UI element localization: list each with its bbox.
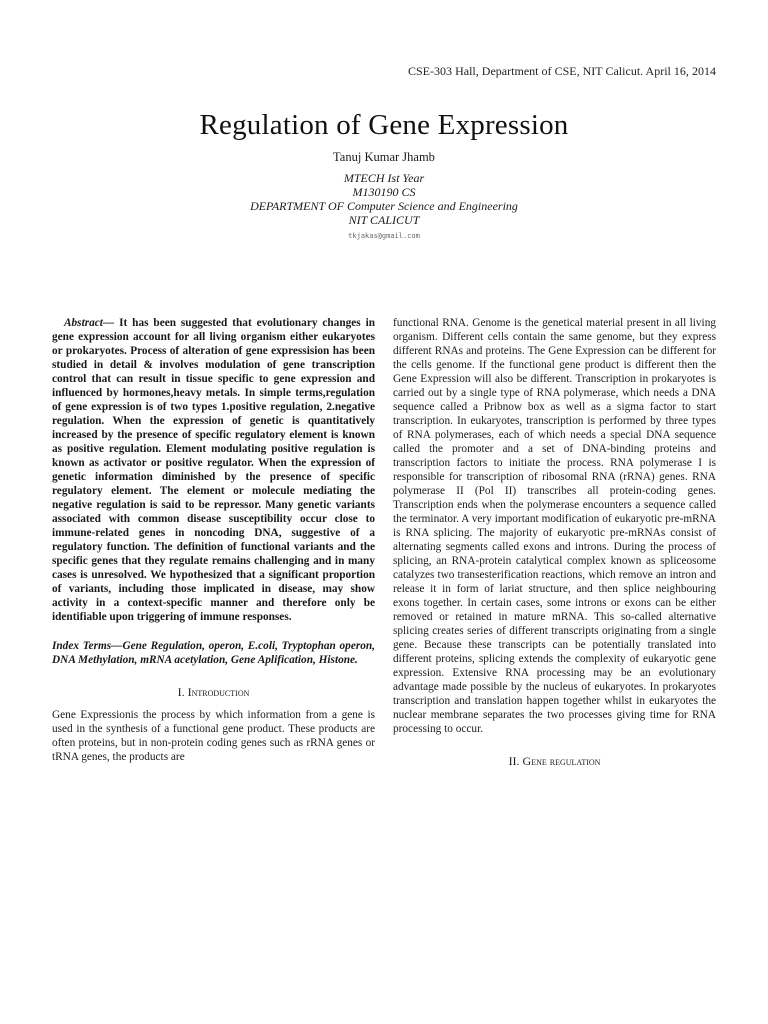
index-terms: Index Terms—Gene Regulation, operon, E.coli, Tryptophan operon, DNA Methylation, mRNA acetylation, Gene Aplification, Histone. bbox=[52, 640, 375, 666]
affiliation-institute: NIT CALICUT bbox=[348, 213, 420, 227]
paper-title: Regulation of Gene Expression bbox=[199, 109, 569, 141]
author-name: Tanuj Kumar Jhamb bbox=[333, 150, 435, 164]
conference-header: CSE-303 Hall, Department of CSE, NIT Calicut. April 16, 2014 bbox=[407, 64, 716, 78]
right-column bbox=[393, 316, 716, 777]
author-affiliation bbox=[0, 171, 768, 227]
introduction-text: Gene Expressionis the process by which information from a gene is used in the synthesis of a functional gene product. These products are often proteins, but in non-protein coding genes such as rRNA genes or tRNA genes, the products are bbox=[52, 709, 375, 763]
abstract bbox=[52, 316, 375, 624]
introduction-continued-text: functional RNA. Genome is the genetical material present in all living organism. Different cells contain the same genome, but they express different RNAs and proteins. The Gene Expression can be different for the cells genome. If the functional gene product is different then the Gene Expression will also be different. Transcription in prokaryotes is carried out by a single type of RNA polymerase, which needs a DNA sequence called a Pribnow box as well as a sigma factor to start transcription. In eukaryotes, transcription is performed by three types of RNA polymerases, each of which needs a special DNA sequence called the promoter and a set of DNA-binding proteins and transcription factors to initiate the process. RNA polymerase I is responsible for transcription of ribosomal RNA (rRNA) genes. RNA polymerase II (Pol II) transcribes all protein-coding genes. Transcription ends when the polymerase encounters a sequence called the terminator. A very important modification of eukaryotic pre-mRNA is RNA splicing. The majority of eukaryotic pre-mRNAs consist of alternating segments called exons and introns. During the process of splicing, an RNA-protein catalytical complex known as spliceosome catalyzes two transesterification reactions, which remove an intron and release it in form of lariat structure, and then splice neighbouring exons together. In certain cases, some introns or exons can be either removed or retained in mature mRNA. This so-called alternative splicing creates series of different transcripts originating from a single gene. Because these transcripts can be potentially translated into different proteins, splicing extends the complexity of eukaryotic gene expression. Extensive RNA processing may be an evolutionary advantage made possible by the nucleus of eukaryotes. In prokaryotes transcription and translation happen together whilst in eukaryotes the nuclear membrane separates the two processes giving time for RNA processing to occur. bbox=[393, 317, 716, 735]
section-heading-gene-regulation: II. Gene regulation bbox=[508, 754, 601, 768]
author-email: tkjakas@gmail.com bbox=[348, 232, 420, 240]
affiliation-program: MTECH Ist Year bbox=[343, 171, 425, 185]
abstract-label: Abstract— bbox=[64, 317, 115, 329]
section-heading-introduction: I. Introduction bbox=[177, 685, 250, 699]
affiliation-id: M130190 CS bbox=[352, 185, 416, 199]
abstract-text: It has been suggested that evolutionary changes in gene expression account for all living organism either eukaryotes or prokaryotes. Process of alteration of gene expressision has been studied in detail & involves modulation of gene transcription control that can result in tissue specific to gene expression and influenced by hormones,heavy metals. In simple terms,regulation of gene expression is of two types 1.positive regulation, 2.negative regulation. When the expression of genetic is quantitatively increased by the presence of specific regulatory element is known as positive regulation. Element modulating positive regulation is known as activator or positive regulator. When the expression of genetic information diminished by the presence of specific regulatory element. The element or molecule mediating the negative regulation is said to be repressor. Many genetic variants associated with common disease susceptibility occur close to immune-related genes in noncoding DNA, suggestive of a regulatory function. The definition of functional variants and the specific genes that they regulate remains challenging and in many cases is unresolved. We hypothesized that a significant proportion of variants, including those implicated in disease, may show activity in a context-specific manner and therefore only be identifiable upon triggering of immune responses. bbox=[52, 317, 375, 623]
left-column bbox=[52, 316, 375, 764]
affiliation-department: DEPARTMENT OF Computer Science and Engineering bbox=[250, 199, 518, 213]
